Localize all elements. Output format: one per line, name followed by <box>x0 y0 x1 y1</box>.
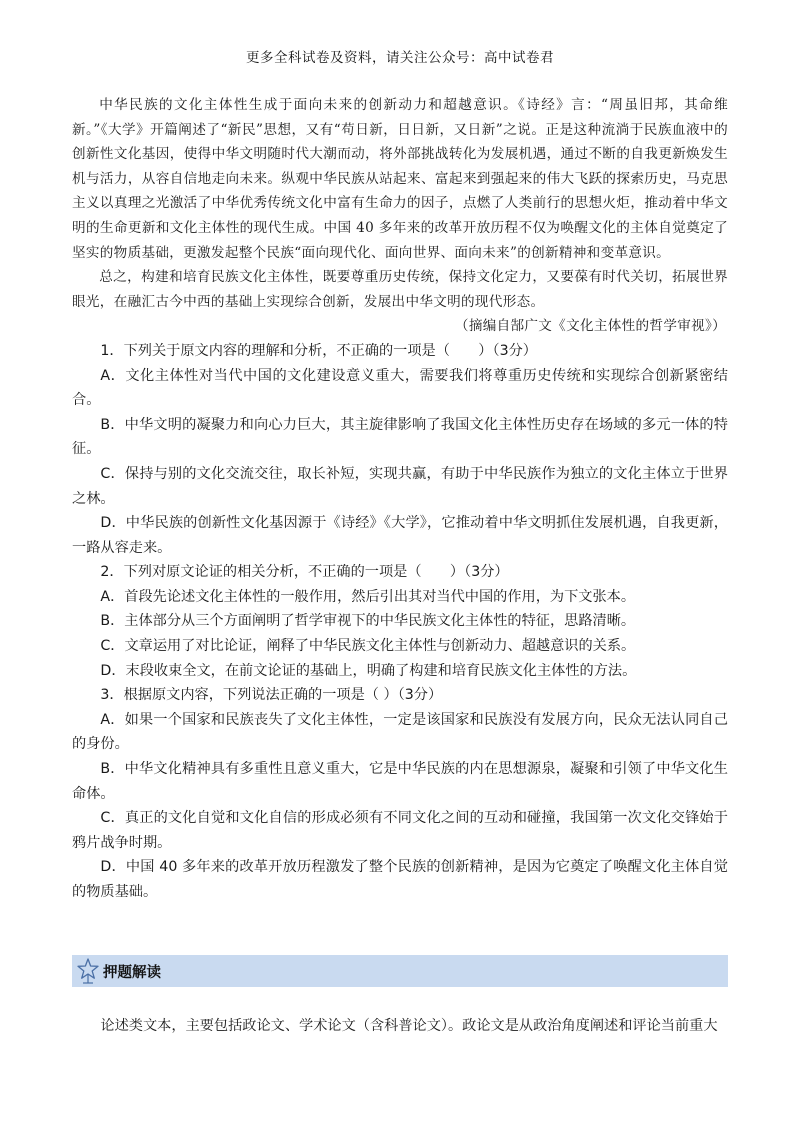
analysis-text <box>72 1014 728 1039</box>
option-c: C．文章运用了对比论证，阐释了中华民族文化主体性与创新动力、超越意识的关系。 <box>100 638 636 655</box>
essay-paragraph: 总之，构建和培育民族文化主体性，既要尊重历史传统，保持文化定力，又要葆有时代关切，拓展世界眼光，在融汇古今中西的基础上实现综合创新，发展出中华文明的现代形态。 <box>72 269 728 310</box>
main-content <box>72 93 728 905</box>
section-banner <box>72 955 728 987</box>
essay-excerpt <box>72 93 728 339</box>
question-stem: 3．根据原文内容，下列说法正确的一项是（ ）（3分） <box>100 687 443 704</box>
option-a: A．首段先论述文化主体性的一般作用，然后引出其对当代中国的作用，为下文张本。 <box>100 588 636 605</box>
option-b: B．中华文明的凝聚力和向心力巨大，其主旋律影响了我国文化主体性历史存在场域的多元一体的特征。 <box>72 416 728 458</box>
option-d: D．末段收束全文，在前文论证的基础上，明确了构建和培育民族文化主体性的方法。 <box>100 662 637 679</box>
option-c: C．保持与别的文化交流交往，取长补短，实现共赢，有助于中华民族作为独立的文化主体立于世界之林。 <box>72 465 728 507</box>
star-icon <box>75 956 101 986</box>
option-a: A．如果一个国家和民族丧失了文化主体性，一定是该国家和民族没有发展方向，民众无法认同自己的身份。 <box>72 711 728 753</box>
option-c: C．真正的文化自觉和文化自信的形成必须有不同文化之间的互动和碰撞，我国第一次文化交锋始于鸦片战争时期。 <box>72 810 728 851</box>
question-2 <box>72 560 728 683</box>
option-d: D．中华民族的创新性文化基因源于《诗经》《大学》，它推动着中华文明抓住发展机遇，自我更新，一路从容走来。 <box>72 515 728 556</box>
essay-paragraph: 中华民族的文化主体性生成于面向未来的创新动力和超越意识。《诗经》言：“周虽旧邦，其命维新。”《大学》开篇阐述了“新民”思想，又有“苟日新，日日新，又日新”之说。正是这种流淌于民族血液中的创新性文化基因，使得中华文明随时代大潮而动，将外部挑战转化为发展机遇，通过不断的自我更新焕发生机与活力，从容自信地走向未来。纵观中华民族从站起来、富起来到强起来的伟大飞跃的探索历史，马克思主义以真理之光激活了中华优秀传统文化中富有生命力的因子，点燃了人类前行的思想火炬，推动着中华文明的生命更新和文化主体性的现代生成。中国 40 多年来的改革开放历程不仅为唤醒文化的主体自觉奠定了坚实的物质基础，更激发起整个民族“面向现代化、面向世界、面向未来”的创新精神和变革意识。 <box>72 97 728 261</box>
question-stem: 1．下列关于原文内容的理解和分析，不正确的一项是（ ）（3分） <box>100 342 537 359</box>
question-3 <box>72 683 728 904</box>
option-d: D．中国 40 多年来的改革开放历程激发了整个民族的创新精神，是因为它奠定了唤醒文化主体自觉的物质基础。 <box>72 859 728 900</box>
option-b: B．中华文化精神具有多重性且意义重大，它是中华民族的内在思想源泉，凝聚和引领了中华文化生命体。 <box>72 761 728 802</box>
section-title: 押题解读 <box>103 964 161 981</box>
question-1 <box>72 339 728 560</box>
analysis-paragraph: 论述类文本，主要包括政论文、学术论文（含科普论文）。政论文是从政治角度阐述和评论当前重大 <box>100 1018 718 1034</box>
option-a: A．文化主体性对当代中国的文化建设意义重大，需要我们将尊重历史传统和实现综合创新紧密结合。 <box>72 367 728 409</box>
question-stem: 2．下列对原文论证的相关分析，不正确的一项是（ ）（3分） <box>100 564 509 581</box>
essay-source: （摘编自郜广文《文化主体性的哲学审视》） <box>454 318 726 335</box>
option-b: B．主体部分从三个方面阐明了哲学审视下的中华民族文化主体性的特征，思路清晰。 <box>100 613 636 630</box>
page-header: 更多全科试卷及资料，请关注公众号：高中试卷君 <box>246 50 554 66</box>
